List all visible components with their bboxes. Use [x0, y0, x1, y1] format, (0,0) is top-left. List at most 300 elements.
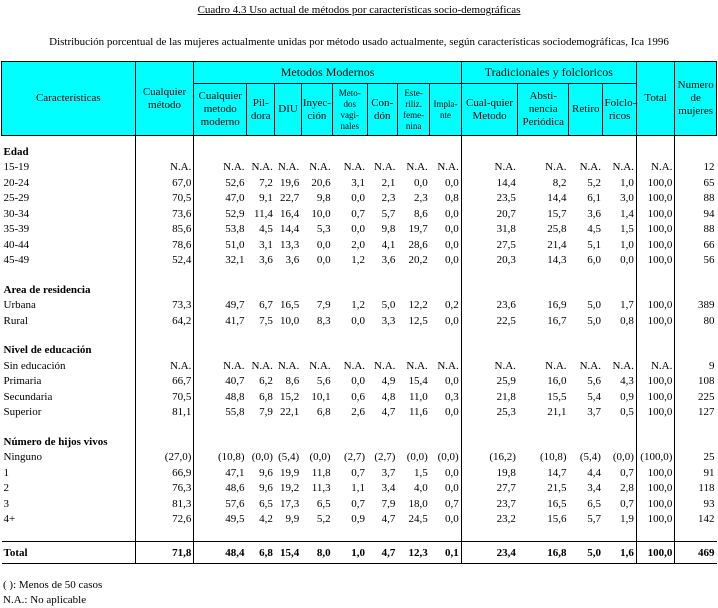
- table-cell: 9,6: [259, 466, 273, 479]
- table-cell: 0,0: [351, 223, 366, 236]
- table-cell: N.A.: [277, 359, 300, 372]
- section-title: Area de residencia: [3, 283, 91, 296]
- table-cell: N.A.: [343, 359, 366, 372]
- table-cell: 48,8: [194, 389, 247, 405]
- header-modern-col: Impla-nte: [430, 84, 461, 136]
- table-cell: (100,0): [636, 450, 674, 466]
- table-cell: 0,0: [444, 406, 459, 419]
- row-label: Sin educación: [3, 359, 66, 372]
- row-label: 3: [3, 497, 9, 510]
- table-row: [2, 160, 717, 176]
- header-modern-col: Cualquier metodo moderno: [194, 84, 247, 136]
- table-cell: 10,1: [311, 390, 331, 403]
- table-cell: 6,0: [587, 254, 601, 267]
- table-cell: 52,9: [194, 206, 247, 222]
- table-cell: 14,7: [547, 466, 567, 479]
- table-cell: 16,9: [547, 299, 567, 312]
- table-cell: 2,6: [351, 406, 366, 419]
- table-cell: 1,7: [620, 299, 634, 312]
- row-label: 30-34: [3, 207, 30, 220]
- table-cell-n: 65: [675, 175, 717, 191]
- table-row: [2, 175, 717, 191]
- table-cell: 2,3: [381, 192, 396, 205]
- table-cell: 16,0: [547, 375, 567, 388]
- table-cell: 22,1: [279, 406, 300, 419]
- table-cell: 47,0: [194, 191, 247, 207]
- table-cell: 11,3: [311, 482, 331, 495]
- table-cell: 21,1: [547, 406, 567, 419]
- table-cell: (2,7): [343, 451, 366, 464]
- table-cell: 4,1: [381, 238, 396, 251]
- table-cell: 1,0: [620, 176, 634, 189]
- table-cell: 9,1: [259, 192, 273, 205]
- table-cell: 3,4: [587, 482, 601, 495]
- row-label: 25-29: [3, 192, 30, 205]
- table-cell: (2,7): [374, 451, 396, 464]
- table-cell: 64,2: [135, 313, 194, 329]
- table-cell: 8,6: [414, 207, 428, 220]
- section-title: Edad: [3, 145, 29, 158]
- table-cell: 0,0: [351, 314, 366, 327]
- table-cell: 5,6: [316, 375, 331, 388]
- table-cell: (0,0): [309, 451, 331, 464]
- row-label: Ninguno: [3, 451, 42, 464]
- table-cell: 100,0: [636, 237, 674, 253]
- total-cell: 1,6: [603, 542, 636, 564]
- table-cell: 22,5: [461, 313, 518, 329]
- table-cell: 21,8: [461, 389, 518, 405]
- header-modern-col: Pil-dora: [247, 84, 275, 136]
- total-cell: 71,8: [135, 542, 194, 564]
- table-cell: 7,5: [259, 314, 273, 327]
- total-cell: 0,1: [430, 542, 461, 564]
- table-cell: 15,4: [408, 375, 428, 388]
- table-cell-n: 142: [675, 512, 717, 528]
- header-trad-col: Retiro: [569, 84, 603, 136]
- table-row: [2, 313, 717, 329]
- table-cell: 18,0: [408, 497, 428, 510]
- table-cell: 1,2: [351, 299, 366, 312]
- table-cell: 20,2: [408, 254, 428, 267]
- table-row: [2, 358, 717, 374]
- table-cell: 15,2: [279, 390, 300, 403]
- table-cell: 5,7: [587, 513, 601, 526]
- row-label: Secundaria: [3, 390, 53, 403]
- table-cell: 11,6: [408, 406, 428, 419]
- table-row: [2, 222, 717, 238]
- row-label: 1: [3, 466, 9, 479]
- table-cell: 100,0: [636, 175, 674, 191]
- table-cell: 8,3: [316, 314, 331, 327]
- table-cell: 51,0: [194, 237, 247, 253]
- table-cell: N.A.: [636, 358, 674, 374]
- table-cell: 0,0: [444, 176, 459, 189]
- table-cell: 20,7: [461, 206, 518, 222]
- table-cell: 19,6: [279, 176, 300, 189]
- data-table: [1, 61, 717, 564]
- table-cell: 0,0: [444, 482, 459, 495]
- table-subtitle: Distribución porcentual de las mujeres actualmente unidas por método usado actualmente, según características sociodemográficas, Ica 1996: [49, 36, 669, 48]
- table-cell: N.A.: [636, 160, 674, 176]
- table-cell: 15,5: [547, 390, 567, 403]
- table-cell: 0,0: [444, 238, 459, 251]
- row-label: 35-39: [3, 223, 30, 236]
- row-label: 20-24: [3, 176, 30, 189]
- table-cell: 9,8: [316, 192, 331, 205]
- total-cell: 8,0: [301, 542, 332, 564]
- table-cell: 32,1: [194, 253, 247, 269]
- table-cell: 3,7: [381, 466, 396, 479]
- table-cell: 21,5: [547, 482, 567, 495]
- table-cell: N.A.: [194, 160, 247, 176]
- table-cell: 23,7: [461, 496, 518, 512]
- table-cell: 0,7: [620, 497, 634, 510]
- table-cell: 0,0: [351, 375, 366, 388]
- table-cell-n: 88: [675, 191, 717, 207]
- row-label: Primaria: [3, 375, 42, 388]
- table-cell: N.A.: [461, 358, 518, 374]
- table-cell-n: 108: [675, 374, 717, 390]
- table-cell: 19,7: [408, 223, 428, 236]
- table-cell-n: 12: [675, 160, 717, 176]
- table-cell: 0,0: [444, 223, 459, 236]
- header-total: Total: [636, 62, 674, 136]
- section-title: Nivel de educación: [3, 344, 92, 357]
- row-label: Rural: [3, 314, 28, 327]
- table-cell: 20,3: [461, 253, 518, 269]
- table-cell: 85,6: [135, 222, 194, 238]
- table-cell: 4,0: [414, 482, 428, 495]
- table-cell: 5,2: [587, 176, 601, 189]
- table-cell: 5,4: [587, 390, 601, 403]
- header-group-modernos: Metodos Modernos: [194, 62, 461, 84]
- table-cell: N.A.: [135, 160, 194, 176]
- table-row: [2, 191, 717, 207]
- table-cell: 7,9: [259, 406, 273, 419]
- table-cell: 0,7: [351, 207, 366, 220]
- table-cell: 3,6: [259, 254, 273, 267]
- table-cell: 100,0: [636, 405, 674, 421]
- table-cell: 1,5: [620, 223, 634, 236]
- total-label: Total: [2, 542, 136, 564]
- header-modern-col: Con-dón: [367, 84, 397, 136]
- table-cell: 0,5: [620, 406, 634, 419]
- header-trad-col: Folclo-ricos: [603, 84, 636, 136]
- table-cell: 76,3: [135, 481, 194, 497]
- table-cell: 11,8: [311, 466, 331, 479]
- table-cell-n: 93: [675, 496, 717, 512]
- table-cell: 1,1: [351, 482, 366, 495]
- table-cell: 0,3: [444, 390, 459, 403]
- table-cell: N.A.: [545, 161, 567, 174]
- table-cell: (10,8): [539, 451, 567, 464]
- table-cell: 5,2: [316, 513, 331, 526]
- table-cell: 14,4: [279, 223, 300, 236]
- table-cell: 27,7: [461, 481, 518, 497]
- table-cell: 3,1: [259, 238, 273, 251]
- table-row: [2, 389, 717, 405]
- table-cell: N.A.: [374, 359, 396, 372]
- table-cell: (10,8): [194, 450, 247, 466]
- table-cell: 25,9: [461, 374, 518, 390]
- table-cell: 7,9: [381, 497, 396, 510]
- table-row: [2, 465, 717, 481]
- footnote-casos: ( ): Menos de 50 casos: [3, 579, 103, 591]
- table-cell: 8,6: [285, 375, 300, 388]
- table-cell: 6,5: [587, 497, 601, 510]
- footnotes: [3, 578, 102, 608]
- table-cell: 0,7: [351, 497, 366, 510]
- table-cell: 53,8: [194, 222, 247, 238]
- table-cell: 100,0: [636, 298, 674, 314]
- row-label: 15-19: [3, 161, 30, 174]
- table-cell: N.A.: [406, 161, 428, 174]
- table-cell: 19,9: [279, 466, 300, 479]
- table-cell: N.A.: [277, 161, 300, 174]
- table-cell: 4,7: [381, 406, 396, 419]
- table-body: [2, 136, 717, 564]
- table-cell: 9,6: [259, 482, 273, 495]
- table-cell: 4,4: [587, 466, 601, 479]
- table-cell: N.A.: [579, 359, 601, 372]
- table-cell: 10,0: [311, 207, 331, 220]
- table-cell-n: 94: [675, 206, 717, 222]
- table-cell: 14,3: [547, 254, 567, 267]
- table-cell: 9,9: [285, 513, 300, 526]
- table-cell: 47,1: [194, 465, 247, 481]
- table-cell: 25,3: [461, 405, 518, 421]
- table-cell: 4,8: [381, 390, 396, 403]
- row-label: Urbana: [3, 299, 36, 312]
- table-cell-n: 66: [675, 237, 717, 253]
- table-cell: 55,8: [194, 405, 247, 421]
- table-cell: 0,0: [444, 375, 459, 388]
- spacer-row: [2, 329, 717, 343]
- table-cell: N.A.: [579, 161, 601, 174]
- table-cell: 0,9: [351, 513, 366, 526]
- table-cell: N.A.: [437, 359, 459, 372]
- header-modern-col: DIU: [275, 84, 301, 136]
- table-cell: 0,7: [444, 497, 459, 510]
- table-row: [2, 405, 717, 421]
- table-cell: N.A.: [343, 161, 366, 174]
- table-cell: 6,8: [259, 390, 273, 403]
- table-cell: 23,2: [461, 512, 518, 528]
- table-row: [2, 512, 717, 528]
- section-header-row: [2, 282, 717, 298]
- section-header-row: [2, 343, 717, 359]
- table-cell: 0,6: [351, 390, 366, 403]
- table-cell: 40,7: [194, 374, 247, 390]
- table-cell: 100,0: [636, 496, 674, 512]
- table-cell: N.A.: [612, 359, 634, 372]
- total-cell: 4,7: [367, 542, 397, 564]
- table-cell: 4,5: [259, 223, 273, 236]
- header-modern-col: Meto-dos vagi-nales: [333, 84, 367, 136]
- table-cell: 0,0: [444, 207, 459, 220]
- table-cell: 41,7: [194, 313, 247, 329]
- table-cell: 3,6: [285, 254, 300, 267]
- table-cell: (27,0): [135, 450, 194, 466]
- table-cell: 67,0: [135, 175, 194, 191]
- total-row: [2, 542, 717, 564]
- total-cell: 23,4: [461, 542, 518, 564]
- table-cell: 3,1: [351, 176, 366, 189]
- section-header-row: [2, 144, 717, 160]
- table-cell: 100,0: [636, 389, 674, 405]
- spacer-row: [2, 136, 717, 145]
- table-cell: 25,8: [547, 223, 567, 236]
- total-cell: 12,3: [397, 542, 429, 564]
- table-cell: 66,9: [135, 465, 194, 481]
- table-cell: 81,3: [135, 496, 194, 512]
- table-cell: N.A.: [545, 359, 567, 372]
- table-cell: 3,4: [381, 482, 396, 495]
- table-cell: 100,0: [636, 512, 674, 528]
- table-cell: (5,4): [278, 451, 300, 464]
- table-cell: 73,6: [135, 206, 194, 222]
- total-cell-n: 469: [675, 542, 717, 564]
- table-cell: 3,3: [381, 314, 396, 327]
- table-cell: 6,8: [316, 406, 331, 419]
- table-cell: (0,0): [251, 451, 273, 464]
- table-cell: 0,9: [620, 390, 634, 403]
- table-cell: 20,6: [311, 176, 331, 189]
- table-cell: 100,0: [636, 253, 674, 269]
- table-cell: 10,0: [279, 314, 300, 327]
- table-cell: (0,0): [437, 451, 459, 464]
- table-row: [2, 237, 717, 253]
- table-cell: N.A.: [309, 161, 331, 174]
- table-cell: 5,6: [587, 375, 601, 388]
- table-cell-n: 127: [675, 405, 717, 421]
- table-cell: 5,3: [316, 223, 331, 236]
- row-label: 40-44: [3, 238, 30, 251]
- table-cell: 1,2: [351, 254, 366, 267]
- table-cell: (5,4): [579, 451, 601, 464]
- total-cell: 6,8: [247, 542, 275, 564]
- table-cell: 0,0: [620, 254, 634, 267]
- table-cell: N.A.: [374, 161, 396, 174]
- table-cell: 5,7: [381, 207, 396, 220]
- table-cell: 100,0: [636, 481, 674, 497]
- footnote-na: N.A.: No aplicable: [3, 594, 87, 606]
- table-cell: 48,6: [194, 481, 247, 497]
- table-cell: 0,0: [316, 254, 331, 267]
- header-caracteristicas: Características: [2, 62, 136, 136]
- table-cell: 0,7: [620, 466, 634, 479]
- table-cell: 4,5: [587, 223, 601, 236]
- table-cell: 11,4: [254, 207, 273, 220]
- table-cell: (0,0): [406, 451, 428, 464]
- table-cell: 49,5: [194, 512, 247, 528]
- table-cell: N.A.: [406, 359, 428, 372]
- table-cell: 0,7: [351, 466, 366, 479]
- table-cell: 0,0: [444, 314, 459, 327]
- table-cell: 16,7: [547, 314, 567, 327]
- table-cell: N.A.: [251, 161, 273, 174]
- table-cell: 5,0: [381, 299, 396, 312]
- table-cell-n: 56: [675, 253, 717, 269]
- table-cell: 11,0: [408, 390, 428, 403]
- table-cell: 16,5: [547, 497, 567, 510]
- table-cell: 17,3: [279, 497, 300, 510]
- table-cell: 6,1: [587, 192, 601, 205]
- table-cell: 2,1: [381, 176, 396, 189]
- table-row: [2, 253, 717, 269]
- table-cell: 6,7: [259, 299, 273, 312]
- table-cell: 73,3: [135, 298, 194, 314]
- table-cell: 23,5: [461, 191, 518, 207]
- table-cell: 0,0: [444, 254, 459, 267]
- header-cualquier-metodo: Cualquier método: [135, 62, 194, 136]
- table-cell: 52,4: [135, 253, 194, 269]
- table-cell: 6,5: [316, 497, 331, 510]
- table-cell: N.A.: [194, 358, 247, 374]
- table-cell: 5,0: [587, 299, 601, 312]
- table-cell: 15,7: [547, 207, 567, 220]
- table-cell: 4,9: [381, 375, 396, 388]
- table-cell: 2,3: [414, 192, 428, 205]
- spacer-row: [2, 527, 717, 542]
- table-cell: 4,7: [381, 513, 396, 526]
- table-cell: 15,6: [547, 513, 567, 526]
- total-cell: 16,8: [518, 542, 569, 564]
- table-cell-n: 25: [675, 450, 717, 466]
- row-label: 45-49: [3, 254, 30, 267]
- table-cell: 16,5: [279, 299, 300, 312]
- table-cell: 57,6: [194, 496, 247, 512]
- table-cell-n: 225: [675, 389, 717, 405]
- header-numero: Numero de mujeres: [675, 62, 717, 136]
- table-cell: 100,0: [636, 206, 674, 222]
- table-cell: 100,0: [636, 313, 674, 329]
- table-cell: 4,3: [620, 375, 634, 388]
- table-cell: 5,1: [587, 238, 601, 251]
- table-cell: 7,2: [259, 176, 273, 189]
- table-cell-n: 118: [675, 481, 717, 497]
- table-cell: 1,5: [414, 466, 428, 479]
- total-cell: 48,4: [194, 542, 247, 564]
- header-modern-col: Inyec-ción: [301, 84, 332, 136]
- table-title: Cuadro 4.3 Uso actual de métodos por características socio-demográficas: [197, 4, 521, 16]
- table-cell: 21,4: [547, 238, 567, 251]
- table-cell-n: 389: [675, 298, 717, 314]
- table-cell: 3,6: [587, 207, 601, 220]
- table-cell: 19,2: [279, 482, 300, 495]
- table-cell-n: 9: [675, 358, 717, 374]
- table-cell: 8,2: [552, 176, 567, 189]
- table-cell: 0,8: [620, 314, 634, 327]
- table-row: [2, 206, 717, 222]
- table-cell: 0,0: [444, 513, 459, 526]
- header-modern-col: Este-riliz. feme-nina: [397, 84, 429, 136]
- table-cell: 100,0: [636, 222, 674, 238]
- table-cell: 78,6: [135, 237, 194, 253]
- table-cell: 3,0: [620, 192, 634, 205]
- section-title: Número de hijos vivos: [3, 435, 108, 448]
- table-cell: 100,0: [636, 191, 674, 207]
- table-cell: 23,6: [461, 298, 518, 314]
- table-cell: 1,0: [620, 238, 634, 251]
- table-cell: 3,6: [381, 254, 396, 267]
- header-trad-col: Absti-nencia Periódica: [518, 84, 569, 136]
- table-cell: 28,6: [408, 238, 428, 251]
- table-row: [2, 481, 717, 497]
- header-trad-col: Cual-quier Metodo: [461, 84, 518, 136]
- table-cell: 12,5: [408, 314, 428, 327]
- table-cell: 5,0: [587, 314, 601, 327]
